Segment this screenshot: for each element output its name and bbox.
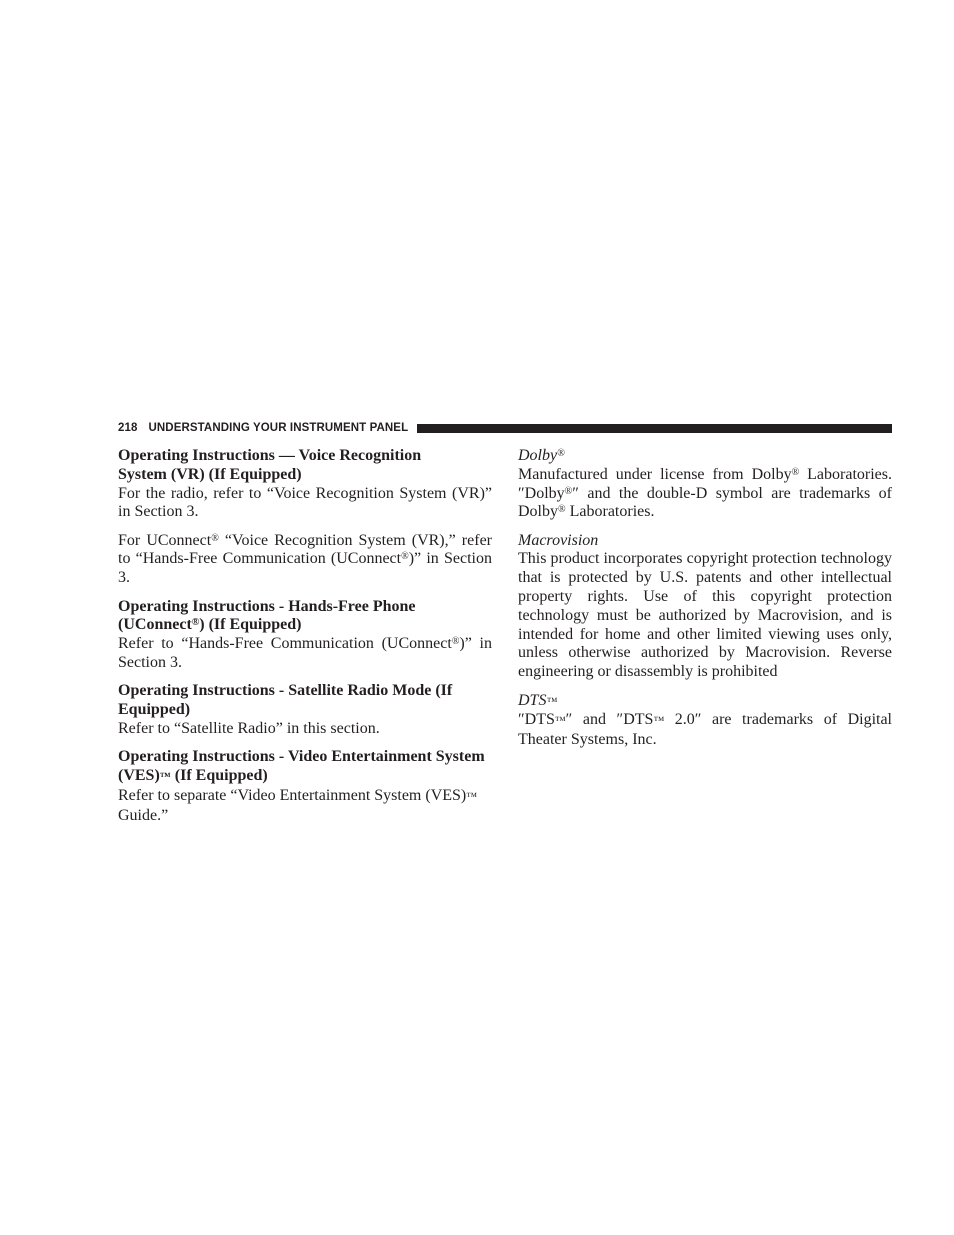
dts-heading-text: DTS: [518, 691, 547, 709]
left-column: [118, 447, 492, 835]
ves-para-b: Guide.”: [118, 806, 169, 824]
hfp-para-b: )” in Section 3.: [118, 635, 492, 671]
vr-heading: [118, 447, 492, 485]
registered-mark: ®: [211, 532, 219, 544]
trademark-mark: ™: [653, 715, 665, 728]
dolby-para-d: Laboratories.: [565, 503, 655, 521]
registered-mark: ®: [191, 617, 200, 629]
ves-heading: [118, 748, 492, 787]
registered-mark: ®: [791, 466, 800, 478]
registered-mark: ®: [401, 551, 409, 563]
macrovision-heading: Macrovision: [518, 531, 599, 549]
dts-para-a: ″DTS: [518, 711, 555, 729]
hfp-heading-b: ) (If Equipped): [199, 616, 302, 634]
sat-heading: Operating Instructions - Satellite Radio Mode (If Equipped): [118, 682, 453, 719]
ves-heading-a: Operating Instructions - Video Entertainment System (VES): [118, 748, 485, 784]
section-title: UNDERSTANDING YOUR INSTRUMENT PANEL: [148, 422, 409, 434]
ves-para-a: Refer to separate “Video Entertainment System (VES): [118, 786, 467, 804]
ves-heading-b: (If Equipped): [170, 766, 268, 784]
page-header: [118, 419, 892, 437]
sat-paragraph: Refer to “Satellite Radio” in this section.: [118, 719, 380, 737]
hfp-paragraph: [118, 635, 492, 673]
vr-paragraph-2: [118, 532, 492, 588]
dts-heading: [518, 692, 892, 712]
dolby-para-b: Laboratories. ″Dolby: [518, 465, 892, 502]
hfp-para-a: Refer to “Hands-Free Communication (UConnect: [118, 635, 452, 653]
vr-para2-c: )” in Section 3.: [118, 550, 492, 587]
ves-paragraph: [118, 787, 492, 826]
dts-para-b: ″ and ″DTS: [565, 711, 654, 729]
trademark-mark: ™: [554, 715, 566, 728]
vr-heading-line1: Operating Instructions — Voice Recognition: [118, 447, 422, 464]
vr-para2-a: For UConnect: [118, 531, 212, 549]
dolby-heading-text: Dolby: [518, 447, 558, 464]
vr-paragraph-1: For the radio, refer to “Voice Recognition System (VR)” in Section 3.: [118, 484, 492, 521]
dolby-para-c: ″ and the double-D symbol are trademarks of Dolby: [518, 484, 892, 521]
macrovision-paragraph: This product incorporates copyright protection technology that is protected by U.S. patents and other intellectual property rights. Use of this copyright protection technology must be authorized by Macrovision, and is intended for home and other limited viewing uses only, unless otherwise authorized by Macrovision. Reverse engineering or disassembly is prohibited: [518, 550, 892, 681]
vr-para2-b: “Voice Recognition System (VR),” refer to “Hands-Free Communication (UConnect: [118, 531, 492, 568]
trademark-mark: ™: [546, 695, 558, 708]
dts-para-c: 2.0″ are trademarks of Digital Theater Systems, Inc.: [518, 711, 893, 749]
registered-mark: ®: [564, 485, 573, 497]
dts-paragraph: [518, 711, 892, 750]
trademark-mark: ™: [466, 790, 478, 803]
dolby-heading: [518, 447, 892, 466]
registered-mark: ®: [557, 448, 565, 459]
header-rule: [417, 424, 892, 433]
registered-mark: ®: [451, 636, 460, 648]
dolby-para-a: Manufactured under license from Dolby: [518, 465, 792, 483]
vr-heading-line2: System (VR) (If Equipped): [118, 465, 302, 483]
hfp-heading: [118, 598, 492, 636]
hfp-heading-a: Operating Instructions - Hands-Free Phone (UConnect: [118, 597, 416, 634]
dolby-paragraph: [518, 466, 892, 522]
trademark-mark: ™: [159, 770, 171, 783]
registered-mark: ®: [558, 504, 566, 516]
right-column: [518, 447, 892, 759]
page-number: 218: [118, 422, 138, 434]
